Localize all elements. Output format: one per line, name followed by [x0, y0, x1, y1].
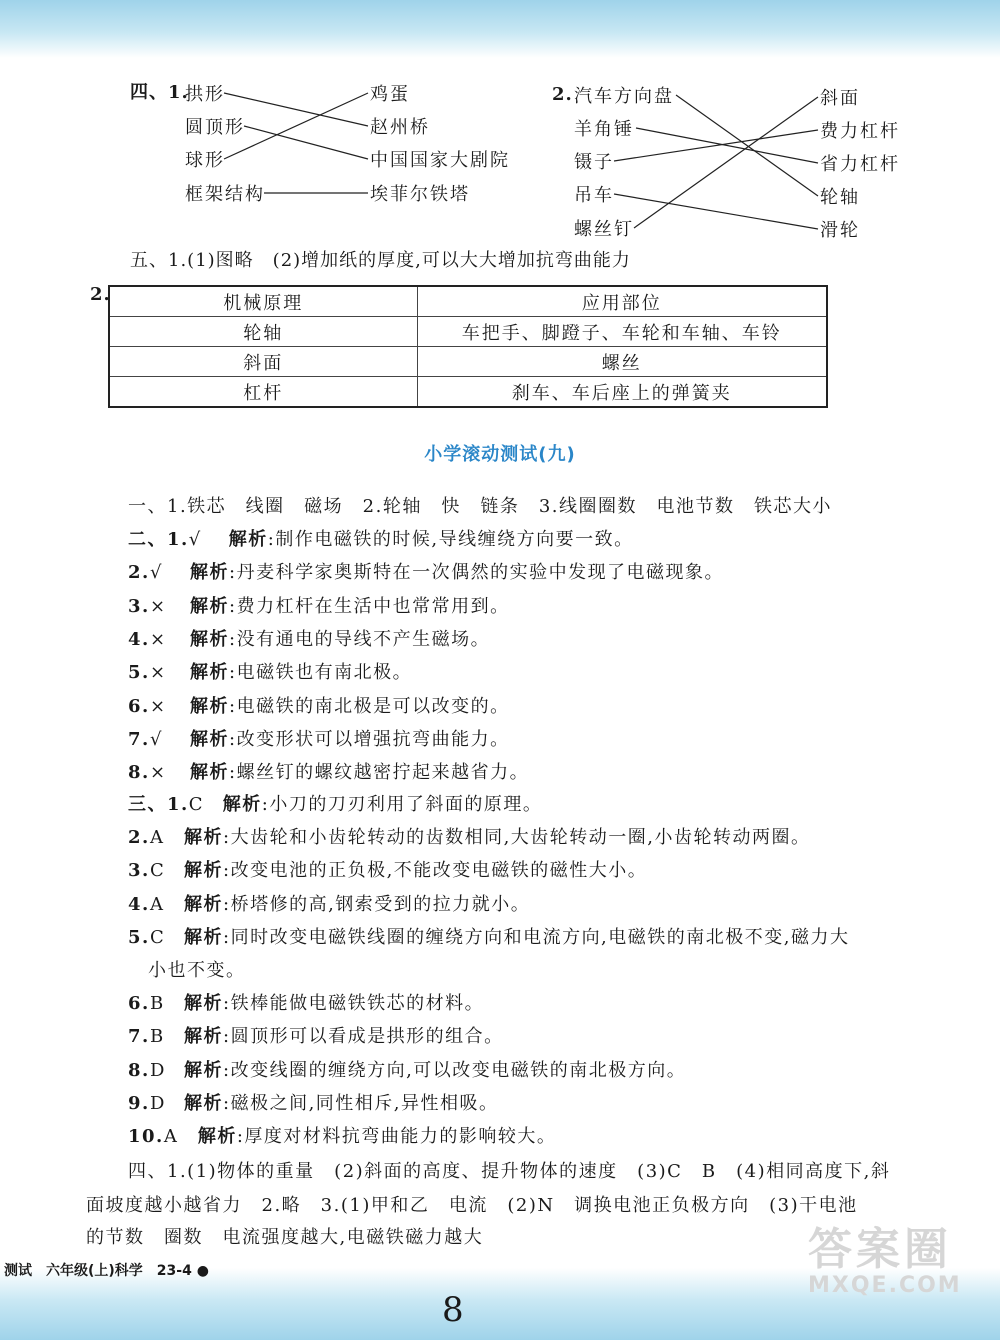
answer-text: :圆顶形可以看成是拱形的组合。 — [223, 1026, 504, 1048]
match2-line — [676, 95, 818, 196]
answer-row — [128, 825, 811, 851]
match2-right-item: 轮轴 — [820, 187, 860, 208]
answer-mark: × — [150, 628, 167, 650]
answer-text: :小刀的刀刃利用了斜面的原理。 — [261, 794, 543, 815]
table-row — [109, 317, 827, 347]
answer-mark: √ — [188, 529, 202, 550]
answer-row — [128, 760, 529, 786]
answer-number: 3. — [128, 595, 150, 617]
match1-left-item: 圆顶形 — [185, 117, 245, 138]
answer-text: :电磁铁的南北极是可以改变的。 — [229, 695, 510, 717]
q5-part1-answer: 五、1.(1)图略 (2)增加纸的厚度,可以大大增加抗弯曲能力 — [130, 250, 631, 271]
answer-row — [128, 991, 484, 1017]
answer-mark: √ — [150, 562, 163, 584]
part4-line: 面坡度越小越省力 2.略 3.(1)甲和乙 电流 (2)N 调换电池正负极方向 (3)干电池 — [86, 1195, 858, 1216]
answer-mark: B — [150, 993, 165, 1015]
match2-left-item: 镊子 — [574, 152, 614, 173]
analysis-keyword: 解析 — [190, 628, 229, 650]
match2-right-item: 斜面 — [820, 88, 860, 109]
table-cell: 斜面 — [109, 347, 417, 377]
answer-row — [128, 694, 510, 720]
analysis-keyword: 解析 — [197, 1126, 237, 1147]
analysis-keyword: 解析 — [184, 860, 223, 882]
answer-text: :磁极之间,同性相斥,异性相吸。 — [223, 1092, 499, 1114]
page-number: 8 — [442, 1290, 464, 1330]
analysis-keyword: 解析 — [190, 695, 229, 717]
answer-mark: A — [163, 1126, 179, 1147]
analysis-keyword: 解析 — [184, 893, 223, 915]
answer-number: 10. — [128, 1126, 164, 1147]
answer-text: :没有通电的导线不产生磁场。 — [229, 628, 491, 650]
table-cell: 车把手、脚蹬子、车轮和车轴、车铃 — [417, 317, 827, 347]
match2-left-item: 吊车 — [574, 185, 614, 206]
answer-mark: × — [150, 662, 167, 684]
part4-line: 的节数 圈数 电流强度越大,电磁铁磁力越大 — [86, 1227, 484, 1248]
answer-mark: A — [150, 893, 165, 915]
table-header-row — [109, 286, 827, 317]
answer-row — [128, 527, 634, 553]
analysis-keyword: 解析 — [190, 762, 229, 784]
answer-text: :改变电池的正负极,不能改变电磁铁的磁性大小。 — [223, 860, 648, 882]
match2-left-item: 螺丝钉 — [574, 219, 634, 240]
answer-text: :改变线圈的缠绕方向,可以改变电磁铁的南北极方向。 — [223, 1059, 687, 1081]
answer-mark: D — [150, 1059, 166, 1081]
match2-line — [614, 194, 818, 229]
footer-label: 测试 六年级(上)科学 23-4 ● — [4, 1263, 209, 1279]
answer-row — [128, 627, 490, 653]
answer-number: 8. — [128, 762, 150, 784]
answer-number: 4. — [128, 893, 150, 915]
answer-text: :厚度对材料抗弯曲能力的影响较大。 — [236, 1126, 557, 1147]
analysis-keyword: 解析 — [190, 662, 229, 684]
answer-text: :同时改变电磁铁线圈的缠绕方向和电流方向,电磁铁的南北极不变,磁力大 — [223, 926, 850, 948]
answer-row — [128, 727, 510, 753]
answer-mark: D — [150, 1092, 166, 1114]
answer-row — [128, 594, 510, 620]
answer-mark: × — [150, 595, 167, 617]
watermark-bottom: MXQE.COM — [808, 1273, 962, 1298]
analysis-keyword: 解析 — [190, 595, 229, 617]
match2-line — [634, 97, 818, 228]
matching-lines — [0, 0, 1000, 260]
answer-mark: A — [150, 827, 165, 849]
answer-text: :大齿轮和小齿轮转动的齿数相同,大齿轮转动一圈,小齿轮转动两圈。 — [223, 827, 811, 849]
answer-row — [128, 792, 542, 818]
part1-answers: 一、1.铁芯 线圈 磁场 2.轮轴 快 链条 3.线圈圈数 电池节数 铁芯大小 — [128, 496, 833, 517]
analysis-keyword: 解析 — [184, 993, 223, 1015]
match1-line — [244, 126, 368, 159]
answer-number: 6. — [128, 993, 150, 1015]
answer-text: :丹麦科学家奥斯特在一次偶然的实验中发现了电磁现象。 — [229, 562, 725, 584]
answer-number: 3. — [128, 860, 150, 882]
answer-text: 小也不变。 — [148, 960, 246, 981]
answer-number: 5. — [128, 662, 150, 684]
answer-row — [128, 858, 647, 884]
answer-text: :制作电磁铁的时候,导线缠绕方向要一致。 — [267, 529, 634, 550]
match1-left-item: 框架结构 — [185, 184, 265, 205]
answer-mark: B — [150, 1026, 165, 1048]
answer-row — [128, 1091, 499, 1117]
part4-line: 四、1.(1)物体的重量 (2)斜面的高度、提升物体的速度 (3)C B (4)相同高度下,斜 — [128, 1161, 891, 1182]
analysis-keyword: 解析 — [190, 728, 229, 750]
analysis-keyword: 解析 — [184, 1059, 223, 1081]
section-title: 小学滚动测试(九) — [424, 444, 576, 465]
watermark-top: 答案圈 — [808, 1224, 952, 1275]
answer-text: :改变形状可以增强抗弯曲能力。 — [229, 728, 510, 750]
answer-mark: C — [150, 860, 166, 882]
match1-right-item: 赵州桥 — [370, 117, 430, 138]
analysis-keyword: 解析 — [222, 794, 262, 815]
analysis-keyword: 解析 — [184, 1026, 223, 1048]
table-label: 2. — [90, 284, 111, 305]
match1-left-item: 球形 — [185, 150, 225, 171]
answer-mark: C — [188, 794, 205, 815]
match1-label: 四、1. — [130, 82, 189, 103]
answer-number: 2. — [128, 827, 150, 849]
table-row — [109, 347, 827, 377]
answer-row — [128, 560, 724, 586]
answer-mark: √ — [150, 728, 163, 750]
table-cell: 杠杆 — [109, 377, 417, 408]
match1-right-item: 鸡蛋 — [370, 84, 410, 105]
analysis-keyword: 解析 — [228, 529, 268, 550]
table-header-cell: 机械原理 — [109, 286, 417, 317]
answer-text: :铁棒能做电磁铁铁芯的材料。 — [223, 993, 485, 1015]
answer-mark: × — [150, 695, 167, 717]
answer-number: 9. — [128, 1092, 150, 1114]
answer-number: 7. — [128, 728, 150, 750]
answer-number: 三、1. — [128, 794, 189, 815]
table-cell: 螺丝 — [417, 347, 827, 377]
match1-right-item: 中国国家大剧院 — [370, 150, 510, 171]
answer-text: :费力杠杆在生活中也常常用到。 — [229, 595, 510, 617]
answer-row — [128, 1058, 686, 1084]
match1-line — [224, 93, 368, 126]
answer-number: 6. — [128, 695, 150, 717]
match2-line — [636, 128, 818, 163]
match2-label: 2. — [552, 84, 573, 105]
table-header-cell: 应用部位 — [417, 286, 827, 317]
analysis-keyword: 解析 — [184, 926, 223, 948]
answer-number: 4. — [128, 628, 150, 650]
mechanism-table — [108, 285, 828, 408]
answer-number: 二、1. — [128, 529, 189, 550]
analysis-keyword: 解析 — [184, 1092, 223, 1114]
answer-row — [128, 660, 412, 686]
answer-text: :螺丝钉的螺纹越密拧起来越省力。 — [229, 762, 530, 784]
table-row — [109, 377, 827, 408]
answer-mark: C — [150, 926, 166, 948]
answer-row — [128, 892, 530, 918]
answer-number: 5. — [128, 926, 150, 948]
table-cell: 刹车、车后座上的弹簧夹 — [417, 377, 827, 408]
answer-row — [128, 925, 850, 951]
match1-left-item: 拱形 — [185, 84, 225, 105]
answer-number: 7. — [128, 1026, 150, 1048]
table-cell: 轮轴 — [109, 317, 417, 347]
answer-row — [128, 1124, 556, 1150]
answer-number: 8. — [128, 1059, 150, 1081]
answer-row — [128, 1024, 504, 1050]
match2-line — [614, 130, 818, 161]
analysis-keyword: 解析 — [190, 562, 229, 584]
answer-row — [148, 958, 246, 984]
match2-right-item: 省力杠杆 — [820, 154, 900, 175]
match1-right-item: 埃菲尔铁塔 — [370, 184, 470, 205]
match2-right-item: 费力杠杆 — [820, 121, 900, 142]
answer-text: :电磁铁也有南北极。 — [229, 662, 413, 684]
match2-right-item: 滑轮 — [820, 220, 860, 241]
match2-left-item: 汽车方向盘 — [574, 86, 674, 107]
match2-left-item: 羊角锤 — [574, 119, 634, 140]
watermark-logo — [808, 1226, 962, 1298]
answer-text: :桥塔修的高,钢索受到的拉力就小。 — [223, 893, 531, 915]
answer-number: 2. — [128, 562, 150, 584]
answer-mark: × — [150, 762, 167, 784]
analysis-keyword: 解析 — [184, 827, 223, 849]
